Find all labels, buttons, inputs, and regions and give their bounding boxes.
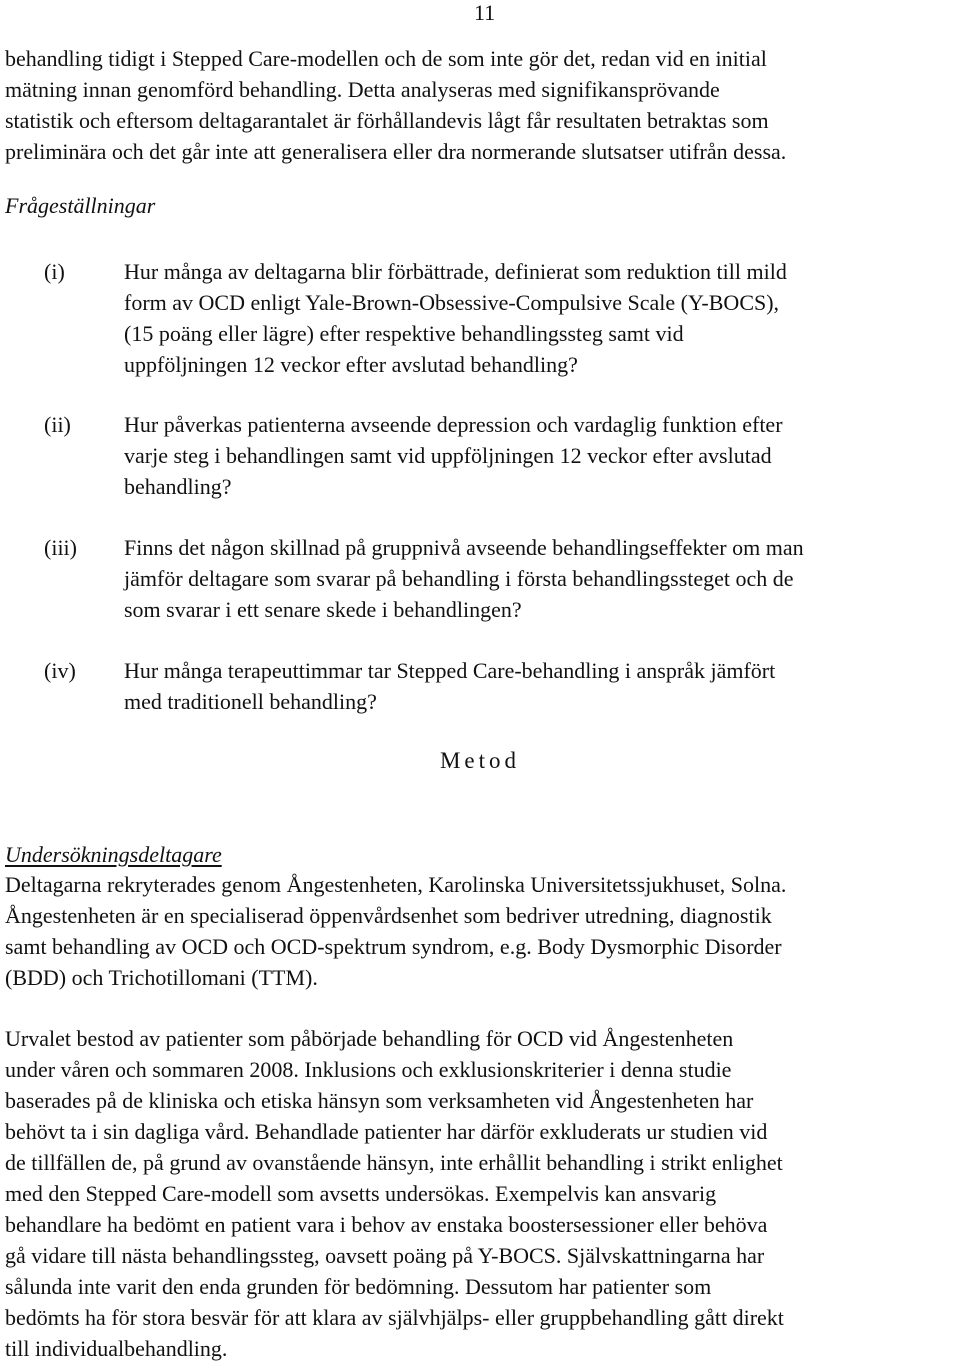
question-label-iii: (iii) <box>44 535 77 560</box>
question-text-i: Hur många av deltagarna blir förbättrade, definierat som reduktion till mild form av OCD enligt Yale-Brown-Obsessive-Compulsive Scale (Y-BOCS), (15 poäng eller lägre) efter respektive behandlingssteg samt vid uppföljningen 12 veckor efter avslutad behandling? <box>124 259 787 377</box>
question-text-iii: Finns det någon skillnad på gruppnivå avseende behandlingseffekter om man jämför deltagare som svarar på behandling i första behandlingssteget och de som svarar i ett senare skede i behandlingen? <box>124 535 804 622</box>
participants-heading: Undersökningsdeltagare <box>5 842 222 867</box>
intro-paragraph: behandling tidigt i Stepped Care-modellen och de som inte gör det, redan vid en initial mätning innan genomförd behandling. Detta analyseras med signifikansprövande statistik och eftersom deltagarantalet är förhållandevis lågt får resultaten betraktas som preliminära och det går inte att generalisera eller dra normerande slutsatser utifrån dessa. <box>5 46 787 164</box>
page-number: 11 <box>474 0 496 25</box>
questions-heading: Frågeställningar <box>5 193 156 218</box>
selection-paragraph: Urvalet bestod av patienter som påbörjade behandling för OCD vid Ångestenheten under våren och sommaren 2008. Inklusions och exklusionskriterier i denna studie baserades på de kliniska och etiska hänsyn som verksamheten vid Ångestenheten har behövt ta i sin dagliga vård. Behandlade patienter har därför exkluderats ur studien vid de tillfällen de, på grund av ovanstående hänsyn, inte erhållit behandling i strikt enlighet med den Stepped Care-modell som avsetts undersökas. Exempelvis kan ansvarig behandlare ha bedömt en patient vara i behov av enstaka boostersessioner eller behöva gå vidare till nästa behandlingssteg, oavsett poäng på Y-BOCS. Självskattningarna har sålunda inte varit den enda grunden för bedömning. Dessutom har patienter som bedömts ha för stora besvär för att klara av självhjälps- eller gruppbehandling gått direkt till individualbehandling. <box>5 1026 784 1361</box>
question-label-i: (i) <box>44 259 65 284</box>
question-text-iv: Hur många terapeuttimmar tar Stepped Care-behandling i anspråk jämfört med traditionell behandling? <box>124 658 776 714</box>
method-section-title: Metod <box>439 748 521 773</box>
question-text-ii: Hur påverkas patienterna avseende depression och vardaglig funktion efter varje steg i behandlingen samt vid uppföljningen 12 veckor efter avslutad behandling? <box>124 412 783 499</box>
question-label-ii: (ii) <box>44 412 71 437</box>
participants-paragraph: Deltagarna rekryterades genom Ångestenheten, Karolinska Universitetssjukhuset, Solna. Ångestenheten är en specialiserad öppenvårdsenhet som bedriver utredning, diagnostik samt behandling av OCD och OCD-spektrum syndrom, e.g. Body Dysmorphic Disorder (BDD) och Trichotillomani (TTM). <box>5 872 787 990</box>
question-label-iv: (iv) <box>44 658 76 683</box>
